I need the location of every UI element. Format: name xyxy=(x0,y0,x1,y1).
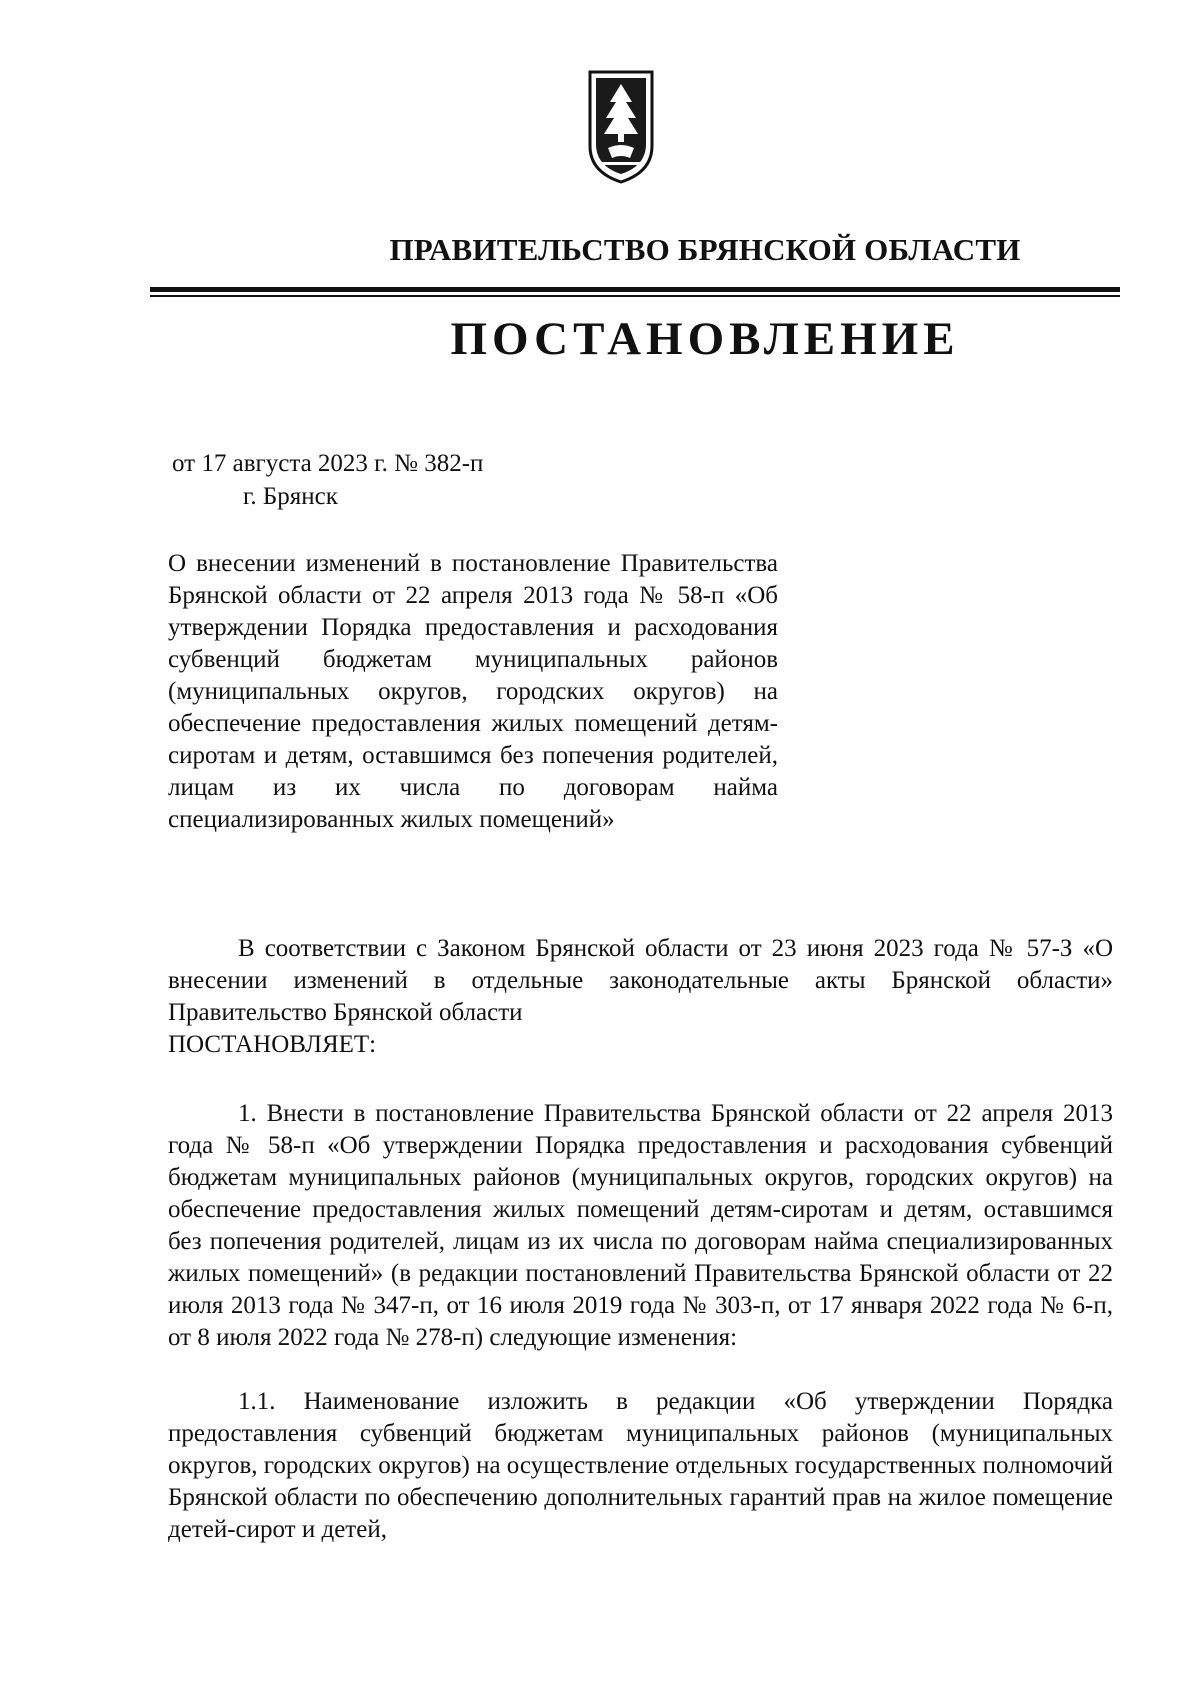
header-divider-thin xyxy=(150,295,1120,297)
decree-item-1: 1. Внести в постановление Правительства Брянской области от 22 апреля 2013 года № 58-п «Об утверждении Порядка предоставления и расходования субвенций бюджетам муниципальных районов (муниципальных округов, городских округов) на обеспечение предоставления жилых помещений детям-сиротам и детям, оставшимся без попечения родителей, лицам из их числа по договорам найма специализированных жилых помещений» (в редакции постановлений Правительства Брянской области от 22 июля 2013 года № 347-п, от 16 июля 2019 года № 303-п, от 17 января 2022 года № 6-п, от 8 июля 2022 года № 278-п) следующие изменения: xyxy=(168,1100,1113,1351)
document-title: О внесении изменений в постановление Правительства Брянской области от 22 апреля 2013 года № 58-п «Об утверждении Порядка предоставления и расходования субвенций бюджетам муниципальных районов (муниципальных округов, городских округов) на обеспечение предоставления жилых помещений детям-сиротам и детям, оставшимся без попечения родителей, лицам из их числа по договорам найма специализированных жилых помещений» xyxy=(168,550,778,833)
header-divider-thick xyxy=(150,287,1120,292)
bryansk-coat-of-arms-icon xyxy=(586,68,656,186)
preamble-paragraph: В соответствии с Законом Брянской области от 23 июня 2023 года № 57-З «О внесении изменений в отдельные законодательные акты Брянской области» Правительство Брянской области xyxy=(168,935,1113,1026)
document-city: г. Брянск xyxy=(243,483,338,510)
document-type: ПОСТАНОВЛЕНИЕ xyxy=(450,313,960,365)
organization-name: ПРАВИТЕЛЬСТВО БРЯНСКОЙ ОБЛАСТИ xyxy=(389,232,1021,267)
decree-verb: ПОСТАНОВЛЯЕТ: xyxy=(168,1031,377,1058)
decree-item-1-1: 1.1. Наименование изложить в редакции «Об утверждении Порядка предоставления субвенций бюджетам муниципальных районов (муниципальных округов, городских округов) на осуществление отдельных государственных полномочий Брянской области по обеспечению дополнительных гарантий прав на жилое помещение детей-сирот и детей, xyxy=(168,1388,1113,1543)
document-date-number: от 17 августа 2023 г. № 382-п xyxy=(172,450,484,477)
